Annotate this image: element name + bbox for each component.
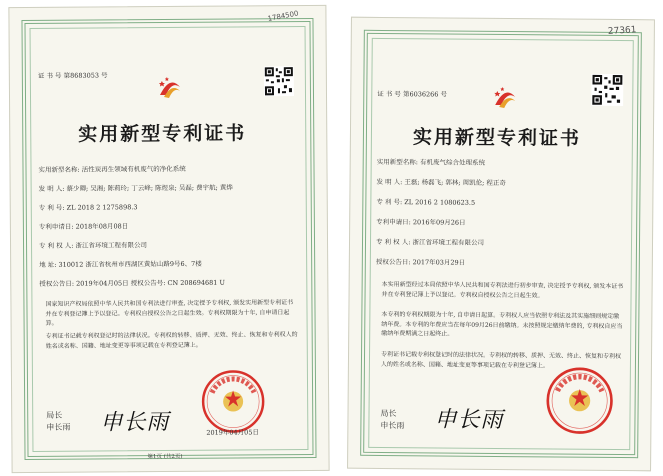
filing-date: 专利申请日: 2018年08月08日 <box>38 222 129 231</box>
certificate-number: 证 书 号 第8683053 号 <box>37 71 108 80</box>
patentee: 专 利 权 人: 浙江省环境工程有限公司 <box>39 241 148 250</box>
director-name: 申长雨 <box>380 420 405 431</box>
director-title: 局长 <box>46 410 63 420</box>
legal-paragraph-1: 本实用新型经过本局依照中华人民共和国专利法进行初步审查, 决定授予专利权, 颁发本证书并在专利登记簿上予以登记。专利权自授权公告之日起生效。 <box>381 280 624 299</box>
legal-paragraph-2: 专利证书记载专利权登记时的法律状况。专利权的转移、质押、无效、终止、恢复和专利权人的姓名或名称、国籍、地址变更等事项记载在专利登记簿上。 <box>45 331 298 350</box>
patentee: 专 利 权 人: 浙江省环境工程有限公司 <box>375 237 485 247</box>
patent-certificate-right <box>347 17 655 472</box>
qr-code-icon <box>264 66 294 96</box>
inventors: 发 明 人: 蔡少卿; 吴湘; 陈莉玲; 丁云峰; 陈煜泉; 吴磊; 费宇航; 黄烨 <box>38 183 233 193</box>
certificate-number: 证 书 号 第6036266 号 <box>377 89 448 99</box>
director-signature: 申长雨 <box>434 407 504 434</box>
address: 地 址: 310012 浙江省杭州市西湖区黄姑山路9号6、7楼 <box>39 259 202 269</box>
official-seal-icon <box>200 368 266 437</box>
patent-certificate-left <box>8 5 329 473</box>
legal-paragraph-3: 专利证书记载专利权登记时的法律状况。专利权的转移、质押、无效、终止、恢复和专利权人的姓名或名称、国籍、地址变更等事项记载在专利登记簿上。 <box>380 350 622 369</box>
cnipa-logo-icon <box>156 73 184 103</box>
cnipa-logo-icon <box>491 83 519 113</box>
director-name: 申长雨 <box>46 422 71 432</box>
page-footer: 第1页 (共2页) <box>147 453 183 461</box>
patent-number: 专 利 号: ZL 2016 2 1080623.5 <box>376 197 476 207</box>
utility-model-name: 实用新型名称: 活性炭再生领域有机废气的净化系统 <box>38 164 186 174</box>
certificate-title: 实用新型专利证书 <box>412 126 582 150</box>
filing-date: 专利申请日: 2016年09月26日 <box>376 217 466 227</box>
utility-model-name: 实用新型名称: 有机废气综合处理系统 <box>376 157 486 167</box>
director-signature: 申长雨 <box>100 410 170 436</box>
handwritten-number: 1784500 <box>266 9 300 23</box>
seal-date: 2019年04月05日 <box>206 428 259 437</box>
handwritten-number: 27361 <box>607 25 637 37</box>
grant-date: 授权公告日: 2017年03月29日 <box>375 257 466 267</box>
qr-code-icon <box>591 74 623 106</box>
legal-paragraph-2: 本专利的专利权期限为十年, 自申请日起算。专利权人应当依照专利法及其实施细则规定缴纳年费。本专利的年费应当在每年09月26日前缴纳。未按照规定缴纳年费的, 专利权自应当缴纳年费期满之日起终止。 <box>381 310 623 338</box>
official-seal-icon <box>544 365 615 436</box>
grant-announcement: 授权公告日: 2019年04月05日 授权公告号: CN 208694681 U <box>39 278 225 288</box>
legal-paragraph-1: 国家知识产权局依照中华人民共和国专利法进行审查, 决定授予专利权, 颁发实用新型专利证书并在专利登记簿上予以登记。专利权自授权公告之日起生效。专利权期限为十年, 自申请日起算。 <box>45 299 294 327</box>
certificate-title: 实用新型专利证书 <box>78 122 247 146</box>
director-title: 局长 <box>380 408 397 419</box>
patent-number: 专 利 号: ZL 2018 2 1275898.3 <box>38 203 138 212</box>
inventors: 发 明 人: 王磊; 杨磊飞; 郭林; 周凯伦; 程正奇 <box>376 177 506 188</box>
